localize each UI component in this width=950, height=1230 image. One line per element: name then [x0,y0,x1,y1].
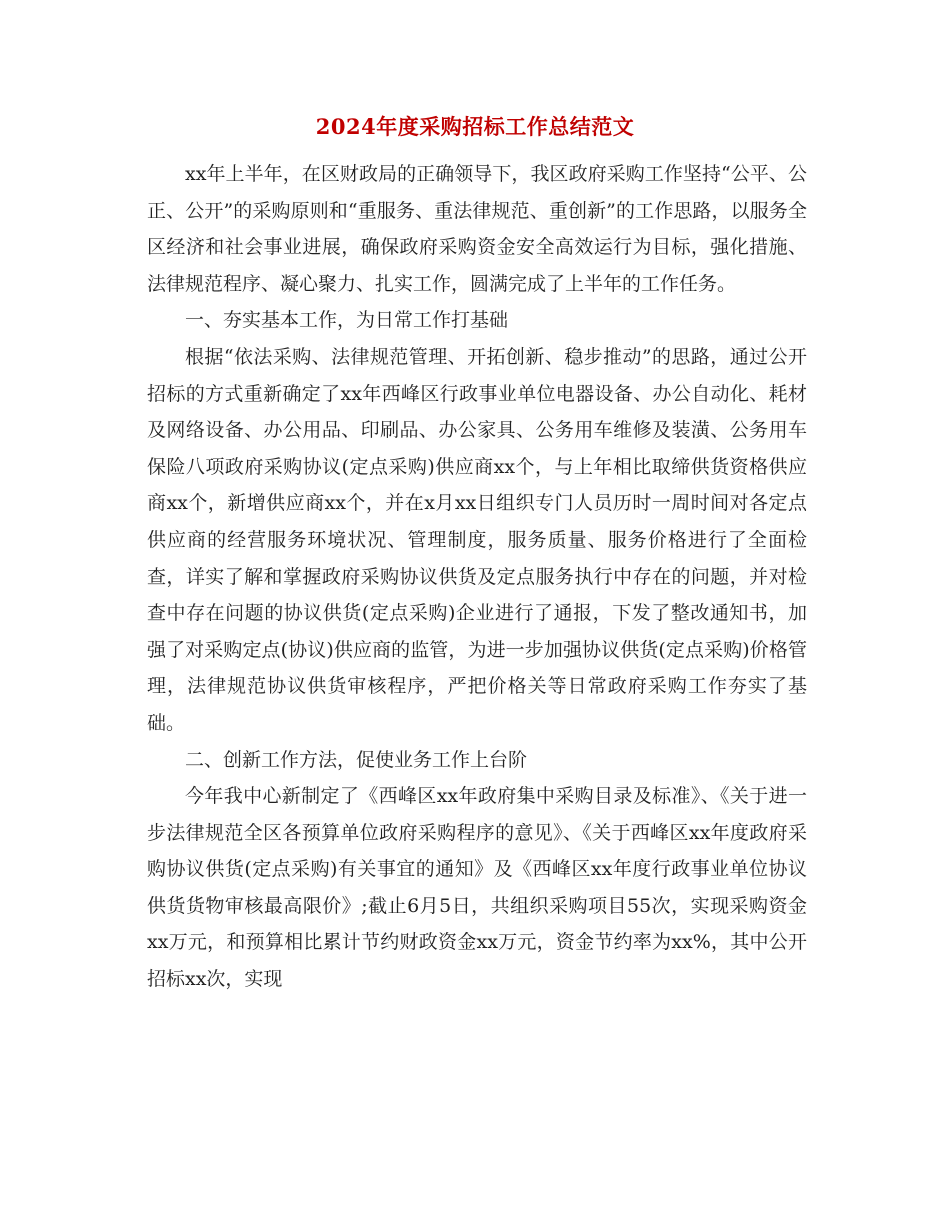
intro-paragraph: xx年上半年，在区财政局的正确领导下，我区政府采购工作坚持“公平、公正、公开”的采购原则和“重服务、重法律规范、重创新”的工作思路，以服务全区经济和社会事业进展，确保政府采购资金安全高效运行为目标，强化措施、法律规范程序、凝心聚力、扎实工作，圆满完成了上半年的工作任务。 [147,163,807,295]
section-heading-1: 一、夯实基本工作，为日常工作打基础 [185,309,509,332]
section-2-paragraph: 今年我中心新制定了《西峰区xx年政府集中采购目录及标准》、《关于进一步法律规范全区各预算单位政府采购程序的意见》、《关于西峰区xx年度政府采购协议供货(定点采购)有关事宜的通知》及《西峰区xx年度行政事业单位协议供货货物审核最高限价》;截止6月5日，共组织采购项目55次，实现采购资金xx万元，和预算相比累计节约财政资金xx万元，资金节约率为xx%，其中公开招标xx次，实现 [147,785,807,991]
section-1-paragraph: 根据“依法采购、法律规范管理、开拓创新、稳步推动”的思路，通过公开招标的方式重新确定了xx年西峰区行政事业单位电器设备、办公自动化、耗材及网络设备、办公用品、印刷品、办公家具、公务用车维修及装潢、公务用车保险八项政府采购协议(定点采购)供应商xx个，与上年相比取缔供货资格供应商xx个，新增供应商xx个，并在x月xx日组织专门人员历时一周时间对各定点供应商的经营服务环境状况、管理制度，服务质量、服务价格进行了全面检查，详实了解和掌握政府采购协议供货及定点服务执行中存在的问题，并对检查中存在问题的协议供货(定点采购)企业进行了通报，下发了整改通知书，加强了对采购定点(协议)供应商的监管，为进一步加强协议供货(定点采购)价格管理，法律规范协议供货审核程序，严把价格关等日常政府采购工作夯实了基础。 [147,345,807,734]
section-heading-2: 二、创新工作方法，促使业务工作上台阶 [185,748,528,771]
document-body [147,156,807,998]
document-title: 2024年度采购招标工作总结范文 [315,114,635,139]
